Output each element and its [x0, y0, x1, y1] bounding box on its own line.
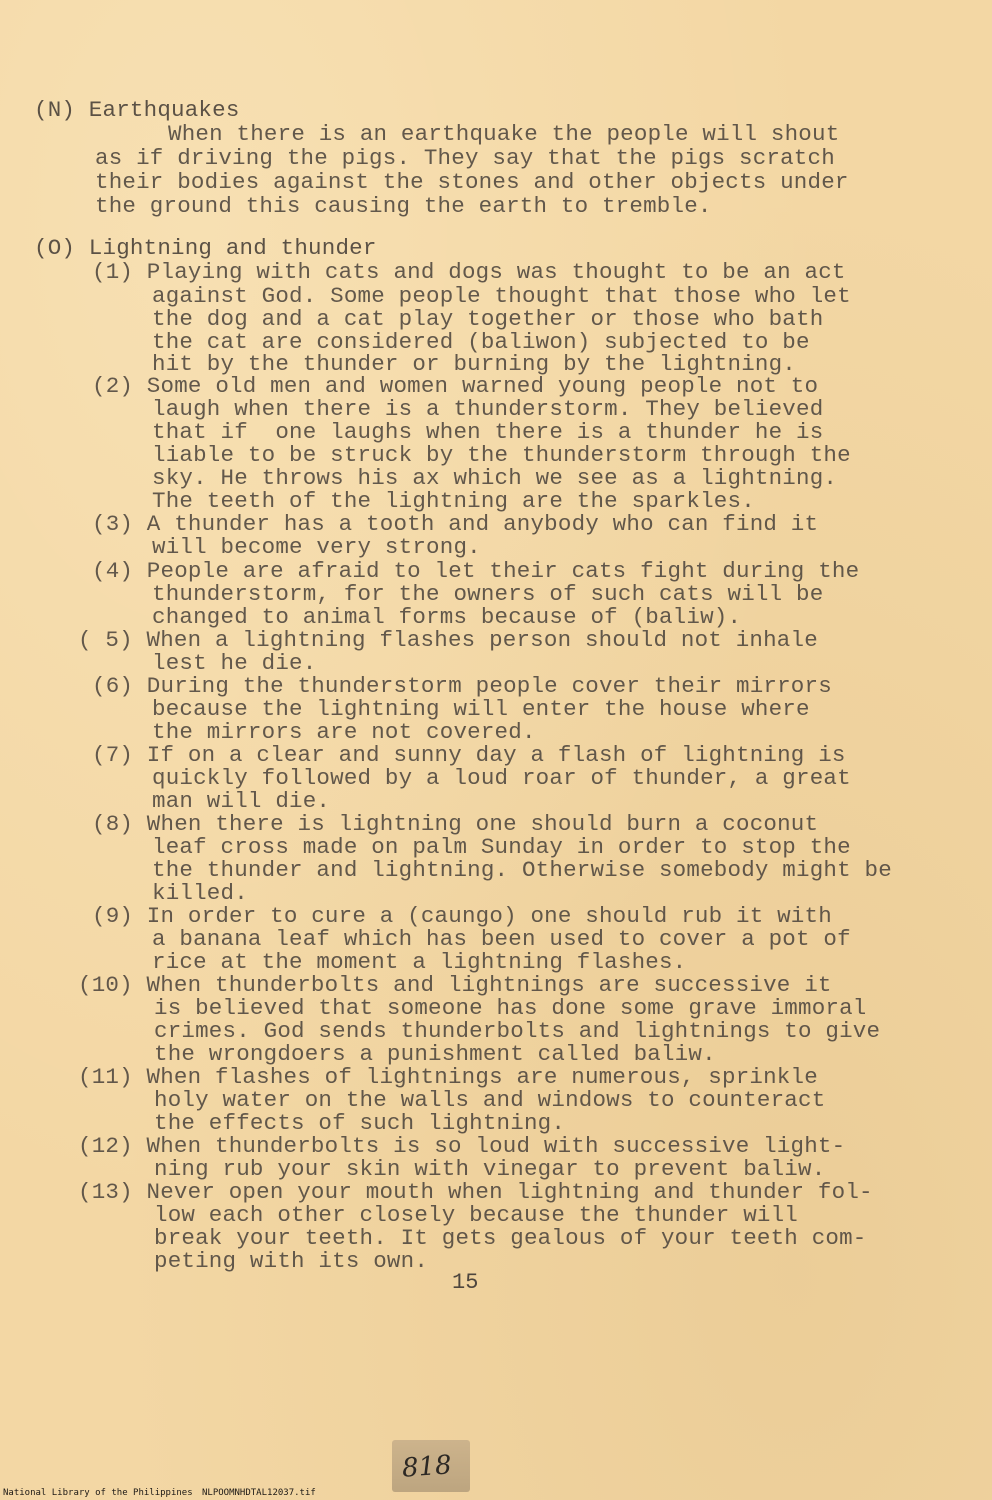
stamp-number: 818	[401, 1450, 453, 1484]
text-line: leaf cross made on palm Sunday in order to stop the	[152, 834, 851, 860]
text-line: low each other closely because the thunder will	[154, 1202, 799, 1228]
text-line: sky. He throws his ax which we see as a lightning.	[152, 465, 838, 491]
text-line: the mirrors are not covered.	[152, 719, 536, 745]
text-line: laugh when there is a thunderstorm. They believed	[152, 396, 824, 422]
text-line: thunderstorm, for the owners of such cats will be	[152, 581, 824, 607]
text-line: the dog and a cat play together or those who bath	[152, 306, 824, 332]
text-line: against God. Some people thought that those who let	[152, 283, 851, 309]
text-line: the thunder and lightning. Otherwise somebody might be	[152, 857, 892, 883]
text-line: the wrongdoers a punishment called baliw.	[154, 1041, 716, 1067]
text-line: a banana leaf which has been used to cover a pot of	[152, 926, 851, 952]
text-line: (2) Some old men and women warned young people not to	[92, 373, 819, 399]
text-line: man will die.	[152, 788, 331, 814]
text-line: (12) When thunderbolts is so loud with successive light-	[78, 1133, 846, 1159]
text-line: (7) If on a clear and sunny day a flash of lightning is	[92, 742, 846, 768]
text-line: the effects of such lightning.	[154, 1110, 566, 1136]
footer-library-name: National Library of the Philippines	[3, 1488, 193, 1498]
text-line: (9) In order to cure a (caungo) one should rub it with	[92, 903, 832, 929]
text-line: because the lightning will enter the house where	[152, 696, 810, 722]
section-heading-earthquakes: (N) Earthquakes	[34, 97, 240, 123]
text-line: changed to animal forms because of (baliw).	[152, 604, 742, 630]
text-line: the ground this causing the earth to tremble.	[95, 193, 712, 219]
text-line: break your teeth. It gets gealous of your teeth com-	[154, 1225, 867, 1251]
text-line: (11) When flashes of lightnings are numerous, sprinkle	[78, 1064, 818, 1090]
text-line: is believed that someone has done some grave immoral	[154, 995, 867, 1021]
text-line: that if one laughs when there is a thunder he is	[152, 419, 824, 445]
text-line: (4) People are afraid to let their cats fight during the	[92, 558, 860, 584]
text-line: their bodies against the stones and other objects under	[95, 169, 849, 195]
section-heading-lightning-thunder: (O) Lightning and thunder	[34, 235, 377, 261]
text-line: (13) Never open your mouth when lightning and thunder fol-	[78, 1179, 873, 1205]
text-line: holy water on the walls and windows to counteract	[154, 1087, 826, 1113]
text-line: The teeth of the lightning are the sparkles.	[152, 488, 755, 514]
text-line: peting with its own.	[154, 1248, 429, 1274]
page-number: 15	[452, 1270, 479, 1295]
text-line: will become very strong.	[152, 534, 481, 560]
text-line: (10) When thunderbolts and lightnings are successive it	[78, 972, 832, 998]
text-line: liable to be struck by the thunderstorm through the	[152, 442, 851, 468]
text-line: When there is an earthquake the people will shout	[168, 121, 840, 147]
text-line: the cat are considered (baliwon) subjected to be	[152, 329, 810, 355]
text-line: crimes. God sends thunderbolts and lightnings to give	[154, 1018, 881, 1044]
text-line: rice at the moment a lightning flashes.	[152, 949, 687, 975]
text-line: (3) A thunder has a tooth and anybody who can find it	[92, 511, 819, 537]
text-line: ( 5) When a lightning flashes person should not inhale	[78, 627, 818, 653]
text-line: (6) During the thunderstorm people cover their mirrors	[92, 673, 832, 699]
text-line: ning rub your skin with vinegar to prevent baliw.	[154, 1156, 826, 1182]
footer-filename: NLPOOMNHDTAL12037.tif	[202, 1488, 316, 1498]
text-line: lest he die.	[152, 650, 317, 676]
text-line: quickly followed by a loud roar of thunder, a great	[152, 765, 851, 791]
text-line: killed.	[152, 880, 248, 906]
text-line: (1) Playing with cats and dogs was thought to be an act	[92, 259, 846, 285]
text-line: hit by the thunder or burning by the lightning.	[152, 351, 797, 377]
text-line: (8) When there is lightning one should burn a coconut	[92, 811, 819, 837]
text-line: as if driving the pigs. They say that the pigs scratch	[95, 145, 835, 171]
